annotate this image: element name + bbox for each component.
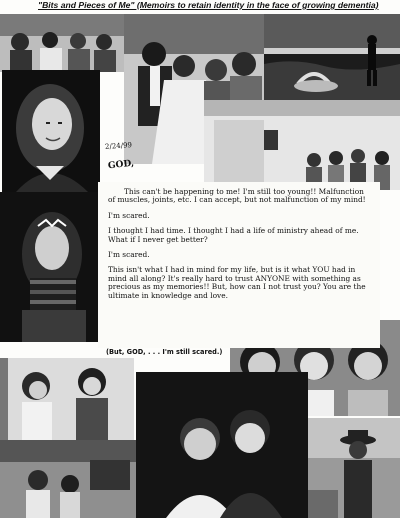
photo-portrait-1 xyxy=(2,70,100,192)
photo-two-girls xyxy=(0,358,134,440)
handwritten-caption: (But, GOD, . . . I'm still scared.) xyxy=(106,348,223,356)
journal-paragraph-5: This isn't what I had in mind for my life, but is it what YOU had in mind all along? It's really hard to trust ANYONE with something as precious as my memories!! But, how can I not trust you? You are the ultimate in knowledge and love. xyxy=(108,265,366,300)
journal-paragraph-4: I'm scared. xyxy=(108,250,150,260)
photo-beach xyxy=(264,14,400,102)
journal-date: 2/24/99 xyxy=(104,141,133,151)
journal-salutation: GOD, xyxy=(107,158,135,172)
photo-kids xyxy=(0,440,136,518)
journal-entry xyxy=(98,182,380,348)
journal-paragraph-3: I thought I had time. I thought I had a life of ministry ahead of me. What if I never get better? xyxy=(108,226,359,244)
journal-paragraph-1: This can't be happening to me! I'm still too young!! Malfunction of muscles, joints, etc. I can accept, but not malfunction of my mind! xyxy=(108,187,366,205)
photo-group-indoors xyxy=(0,14,124,72)
journal-paragraph-2: I'm scared. xyxy=(108,210,150,220)
photo-portrait-tiara xyxy=(0,192,98,342)
photo-man-hat xyxy=(308,418,400,518)
photo-mother-son xyxy=(136,372,308,518)
page-title: "Bits and Pieces of Me" (Memoirs to retain identity in the face of growing dementia) xyxy=(38,0,379,10)
photo-office xyxy=(204,100,400,190)
